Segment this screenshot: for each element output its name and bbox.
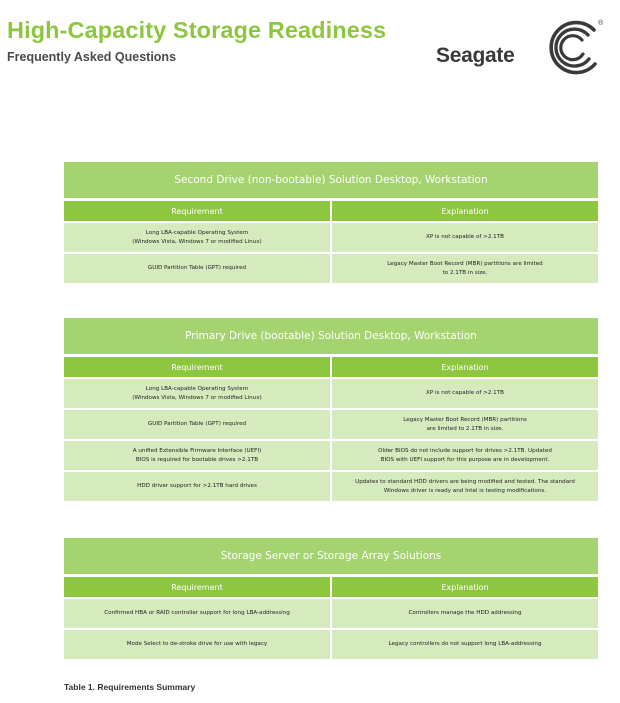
column-header-requirement: Requirement: [64, 577, 330, 597]
requirements-table: [64, 318, 598, 501]
column-header-requirement: Requirement: [64, 201, 330, 221]
table-row: [64, 472, 598, 501]
table-row: [64, 223, 598, 252]
document-title: High-Capacity Storage Readiness: [7, 17, 387, 43]
table-row: [64, 441, 598, 470]
table-title: Storage Server or Storage Array Solutions: [64, 538, 598, 574]
table-title: Primary Drive (bootable) Solution Desktop, Workstation: [64, 318, 598, 354]
seagate-swirl-icon: [538, 16, 610, 78]
requirement-cell: Confirmed HBA or RAID controller support for long LBA-addressing: [64, 599, 330, 628]
table-row: [64, 630, 598, 659]
explanation-cell: XP is not capable of >2.1TB: [332, 379, 598, 408]
column-header-explanation: Explanation: [332, 201, 598, 221]
explanation-cell: Older BIOS do not include support for drives >2.1TB. Updated BIOS with UEFI support for this purpose are in development.: [332, 441, 598, 470]
seagate-logo: [436, 14, 611, 76]
column-header-explanation: Explanation: [332, 357, 598, 377]
requirement-cell: A unified Extensible Firmware Interface (UEFI) BIOS is required for bootable drives >2.1TB: [64, 441, 330, 470]
requirement-cell: HDD driver support for >2.1TB hard drives: [64, 472, 330, 501]
requirement-cell: Mode Select to de-stroke drive for use with legacy: [64, 630, 330, 659]
table-row: [64, 379, 598, 408]
table-header-row: [64, 577, 598, 597]
table-row: [64, 254, 598, 283]
explanation-cell: XP is not capable of >2.1TB: [332, 223, 598, 252]
requirement-cell: GUID Partition Table (GPT) required: [64, 410, 330, 439]
explanation-cell: Legacy controllers do not support long LBA-addressing: [332, 630, 598, 659]
explanation-cell: Legacy Master Boot Record (MBR) partitions are limited to 2.1TB in size.: [332, 254, 598, 283]
explanation-cell: Updates to standard HDD drivers are being modified and tested. The standard Windows driver is ready and Intel is testing modifications.: [332, 472, 598, 501]
column-header-explanation: Explanation: [332, 577, 598, 597]
table-row: [64, 410, 598, 439]
explanation-cell: Legacy Master Boot Record (MBR) partitions are limited to 2.1TB in size.: [332, 410, 598, 439]
table-row: [64, 599, 598, 628]
document-subtitle: Frequently Asked Questions: [7, 50, 177, 64]
table-header-row: [64, 357, 598, 377]
requirements-table: [64, 162, 598, 283]
requirement-cell: Long LBA-capable Operating System (Windows Vista, Windows 7 or modified Linux): [64, 379, 330, 408]
registered-mark: ®: [598, 20, 604, 27]
requirement-cell: GUID Partition Table (GPT) required: [64, 254, 330, 283]
table-title: Second Drive (non-bootable) Solution Desktop, Workstation: [64, 162, 598, 198]
explanation-cell: Controllers manage the HDD addressing: [332, 599, 598, 628]
requirements-table: [64, 538, 598, 659]
table-caption: Table 1. Requirements Summary: [64, 682, 196, 692]
requirement-cell: Long LBA-capable Operating System (Windows Vista, Windows 7 or modified Linux): [64, 223, 330, 252]
table-header-row: [64, 201, 598, 221]
column-header-requirement: Requirement: [64, 357, 330, 377]
logo-wordmark: Seagate: [436, 44, 515, 67]
